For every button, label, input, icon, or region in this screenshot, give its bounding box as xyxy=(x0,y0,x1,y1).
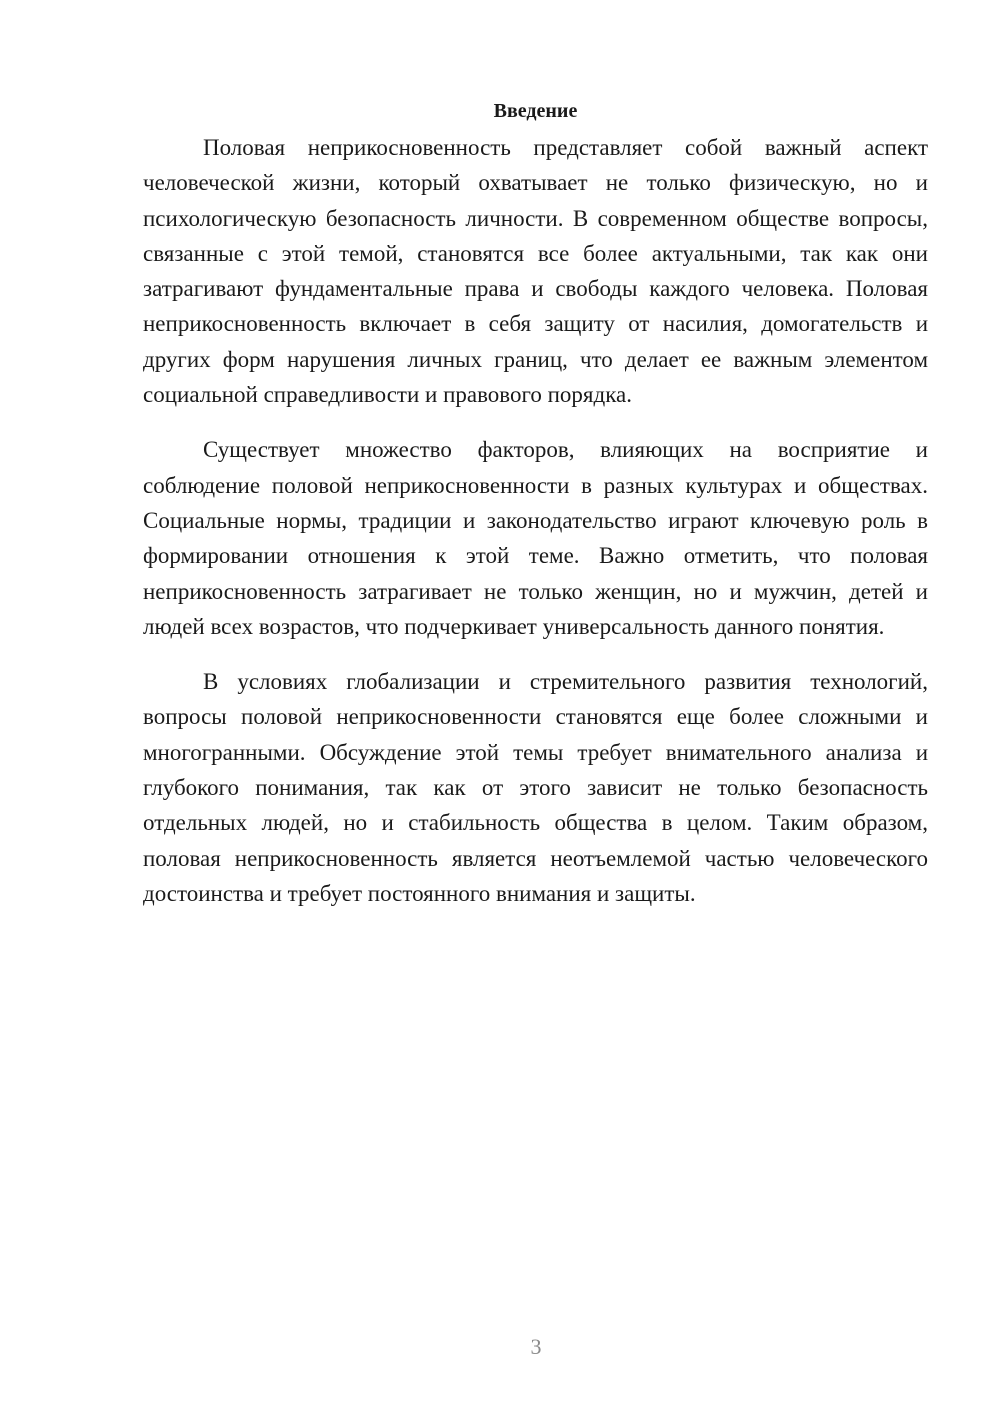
paragraph-3: В условиях глобализации и стремительного развития технологий, вопросы половой неприкосновенности становятся еще более сложными и многогранными. Обсуждение этой темы требует внимательного анализа и глубокого понимания, так как от этого зависит не только безопасность отдельных людей, но и стабильность общества в целом. Таким образом, половая неприкосновенность является неотъемлемой частью человеческого достоинства и требует постоянного внимания и защиты. xyxy=(143,669,928,906)
page-content xyxy=(143,96,928,931)
page-number: 3 xyxy=(530,1334,542,1359)
paragraph-1: Половая неприкосновенность представляет собой важный аспект человеческой жизни, который охватывает не только физическую, но и психологическую безопасность личности. В современном обществе вопросы, связанные с этой темой, становятся все более актуальными, так как они затрагивают фундаментальные права и свободы каждого человека. Половая неприкосновенность включает в себя защиту от насилия, домогательств и других форм нарушения личных границ, что делает ее важным элементом социальной справедливости и правового порядка. xyxy=(143,135,928,408)
section-title: Введение xyxy=(493,100,578,122)
paragraph-2: Существует множество факторов, влияющих на восприятие и соблюдение половой неприкосновенности в разных культурах и обществах. Социальные нормы, традиции и законодательство играют ключевую роль в формировании отношения к этой теме. Важно отметить, что половая неприкосновенность затрагивает не только женщин, но и мужчин, детей и людей всех возрастов, что подчеркивает универсальность данного понятия. xyxy=(143,437,928,639)
